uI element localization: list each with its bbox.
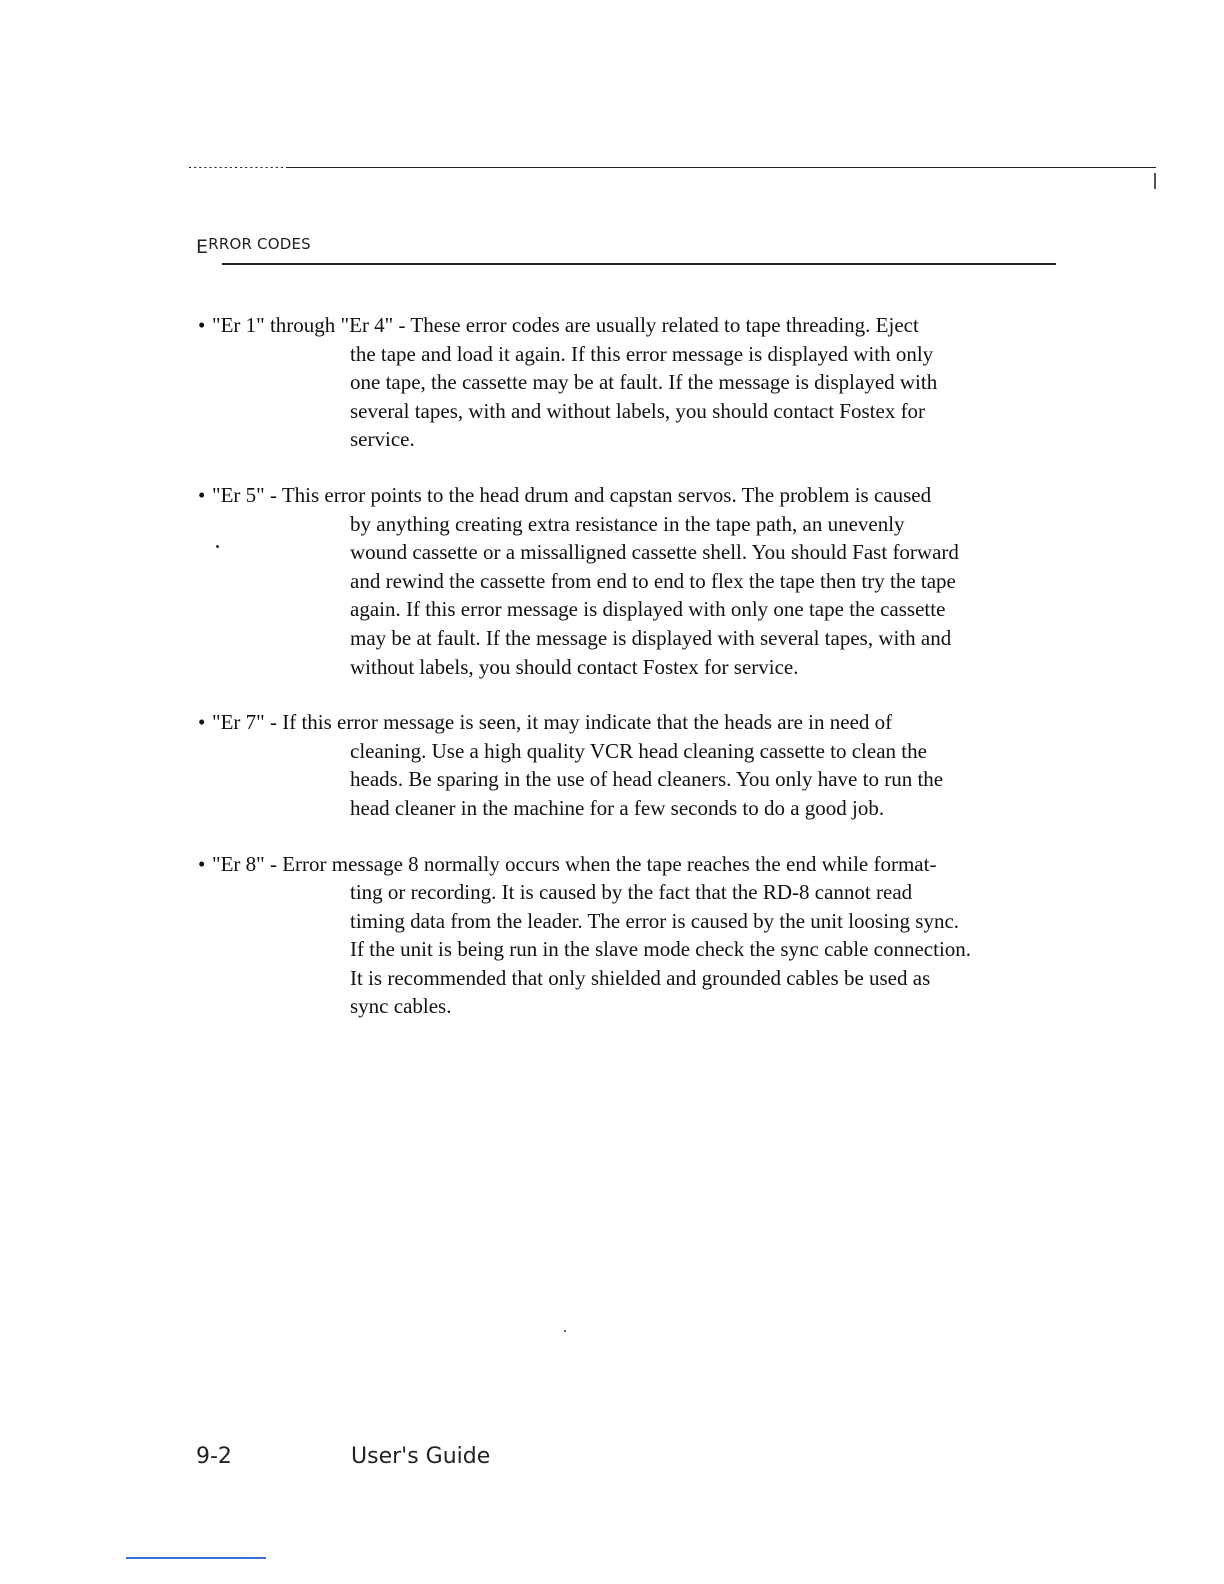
error-description-line: It is recommended that only shielded and grounded cables be used as bbox=[350, 965, 931, 990]
error-description-line: without labels, you should contact Fostex for service. bbox=[350, 654, 799, 679]
error-description-line: If the unit is being run in the slave mode check the sync cable connection. bbox=[350, 937, 972, 962]
error-description-line: service. bbox=[350, 427, 415, 452]
bullet-icon: • bbox=[198, 313, 206, 337]
error-item-er5 bbox=[198, 481, 1068, 681]
error-first-line: - These error codes are usually related to tape threading. Eject bbox=[393, 313, 919, 337]
scan-speck bbox=[216, 545, 219, 548]
bullet-icon: • bbox=[198, 851, 206, 876]
error-description-line: again. If this error message is displayed with only one tape the cassette bbox=[350, 597, 946, 622]
error-description-line: wound cassette or a missalligned cassette shell. You should Fast forward bbox=[350, 540, 959, 565]
error-lead-line bbox=[198, 481, 1068, 510]
error-item-er7 bbox=[198, 708, 1068, 822]
error-code: "Er 1" through "Er 4" bbox=[212, 313, 394, 337]
error-description-line: ting or recording. It is caused by the fact that the RD-8 cannot read bbox=[350, 880, 913, 905]
error-item-er8 bbox=[198, 850, 1068, 1022]
bottom-line bbox=[126, 1557, 266, 1559]
error-description-line: heads. Be sparing in the use of head cleaners. You only have to run the bbox=[350, 767, 944, 792]
error-description-line: the tape and load it again. If this error message is displayed with only bbox=[350, 341, 934, 366]
error-description-line: head cleaner in the machine for a few seconds to do a good job. bbox=[350, 795, 885, 820]
error-list bbox=[198, 311, 1068, 1048]
error-description-line: may be at fault. If the message is displayed with several tapes, with and bbox=[350, 625, 952, 650]
error-description-line: by anything creating extra resistance in the tape path, an unevenly bbox=[350, 511, 905, 536]
section-header-rest: RROR CODES bbox=[208, 235, 311, 253]
error-item-er1-4 bbox=[198, 311, 1068, 454]
section-rule bbox=[222, 263, 1056, 265]
error-lead-line bbox=[198, 850, 1068, 879]
error-description-line: cleaning. Use a high quality VCR head cleaning cassette to clean the bbox=[350, 738, 927, 763]
corner-tick bbox=[1154, 173, 1156, 189]
error-lead-line bbox=[198, 708, 1068, 737]
error-description-line: sync cables. bbox=[350, 994, 452, 1019]
error-first-line: - This error points to the head drum and capstan servos. The problem is caused bbox=[264, 482, 932, 507]
error-first-line: - Error message 8 normally occurs when the tape reaches the end while format- bbox=[264, 851, 937, 876]
error-code: "Er 7" bbox=[212, 710, 265, 735]
error-first-line: - If this error message is seen, it may indicate that the heads are in need of bbox=[264, 710, 893, 735]
error-code: "Er 5" bbox=[212, 482, 265, 507]
top-rule bbox=[186, 167, 1156, 168]
top-rule-dash bbox=[186, 167, 286, 168]
error-description-line: several tapes, with and without labels, you should contact Fostex for bbox=[350, 398, 926, 423]
bullet-icon: • bbox=[198, 710, 206, 735]
section-header-initial: E bbox=[196, 236, 209, 258]
section-header bbox=[196, 232, 311, 258]
error-lead-line bbox=[198, 311, 1068, 340]
page-number: 9-2 bbox=[196, 1444, 232, 1469]
scan-speck bbox=[564, 1330, 566, 1332]
error-description-line: one tape, the cassette may be at fault. If the message is displayed with bbox=[350, 370, 938, 395]
error-description-line: and rewind the cassette from end to end to flex the tape then try the tape bbox=[350, 568, 956, 593]
bullet-icon: • bbox=[198, 482, 206, 507]
footer-title: User's Guide bbox=[351, 1444, 491, 1469]
error-description-line: timing data from the leader. The error is caused by the unit loosing sync. bbox=[350, 908, 960, 933]
error-code: "Er 8" bbox=[212, 851, 265, 876]
